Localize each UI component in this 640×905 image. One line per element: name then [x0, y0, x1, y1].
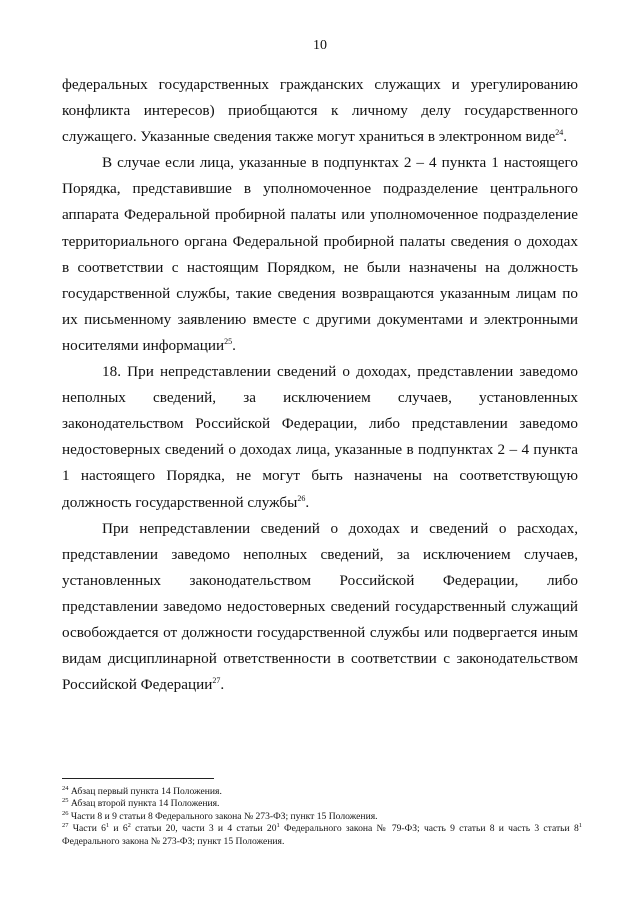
footnote-text: Абзац второй пункта 14 Положения. — [70, 798, 220, 810]
paragraph-tail: . — [232, 336, 236, 354]
footnote-text: Федерального закона № 79-ФЗ; часть 9 статьи 8 и часть 3 статьи 8 — [279, 823, 579, 835]
superscript: 1 — [276, 822, 280, 830]
footnote-divider — [62, 778, 214, 779]
footnote-text: Части 8 и 9 статьи 8 Федерального закона № 273-ФЗ; пункт 15 Положения. — [70, 810, 378, 822]
footnote-number: 24 — [62, 784, 69, 792]
paragraph-2 — [62, 150, 578, 359]
paragraph-text: При непредставлении сведений о доходах и сведений о расходах, представлении заведомо неполных сведений, за исключением случаев, установленных законодательством Российской Федерации, либо представлении заведомо недостоверных сведений государственный служащий освобождается от должности государственной службы или подвергается иным видам дисциплинарной ответственности в соответствии с законодательством Российской Федерации — [62, 519, 578, 694]
page-number: 10 — [313, 38, 327, 53]
footnote-text: статьи 20, части 3 и 4 статьи 20 — [130, 823, 277, 835]
document-body — [62, 72, 578, 698]
footnote-number: 25 — [62, 797, 69, 805]
paragraph-tail: . — [305, 493, 310, 511]
superscript: 2 — [127, 822, 131, 830]
footnote-text: Федерального закона № 273-ФЗ; пункт 15 Положения. — [62, 835, 285, 847]
paragraph-text: В случае если лица, указанные в подпунктах 2 – 4 пункта 1 настоящего Порядка, представившие в уполномоченное подразделение центрального аппарата Федеральной пробирной палаты или уполномоченное подразделение территориального органа Федеральной пробирной палаты сведения о доходах в соответствии с настоящим Порядком, не были назначены на должность государственной службы, такие сведения возвращаются указанным лицам по их письменному заявлению вместе с другими документами и электронными носителями информации — [62, 154, 578, 354]
superscript: 1 — [578, 822, 582, 830]
paragraph-tail: . — [563, 128, 568, 146]
paragraph-text: федеральных государственных гражданских служащих и урегулированию конфликта интересов) приобщаются к личному делу государственного служащего. Указанные сведения также могут храниться в электронном виде — [62, 76, 578, 146]
footnote-number: 27 — [62, 822, 69, 830]
footnote-text: и 6 — [109, 823, 128, 835]
footnote-ref-24[interactable]: 24 — [555, 128, 564, 138]
footnote-24 — [62, 786, 582, 798]
footnote-text: Части 6 — [72, 823, 106, 835]
superscript: 1 — [105, 822, 110, 830]
footnote-27 — [62, 823, 582, 848]
paragraph-text: 18. При непредставлении сведений о доходах, представлении заведомо неполных сведений, за исключением случаев, установленных законодательством Российской Федерации, либо представлении заведомо недостоверных сведений о доходах лица, указанные в подпунктах 2 – 4 пункта 1 настоящего Порядка, не могут быть назначены на соответствующую должность государственной службы — [62, 363, 578, 511]
paragraph-4 — [62, 516, 578, 699]
footnotes — [62, 786, 582, 848]
footnote-text: Абзац первый пункта 14 Положения. — [70, 786, 222, 797]
footnote-ref-25[interactable]: 25 — [224, 336, 233, 346]
footnote-25 — [62, 798, 582, 810]
paragraph-3 — [62, 359, 578, 516]
footnote-number: 26 — [62, 809, 69, 817]
paragraph-1 — [62, 72, 578, 150]
footnote-26 — [62, 811, 582, 823]
paragraph-tail: . — [220, 676, 225, 694]
footnote-ref-26[interactable]: 26 — [297, 493, 306, 503]
footnote-ref-27[interactable]: 27 — [212, 676, 221, 686]
